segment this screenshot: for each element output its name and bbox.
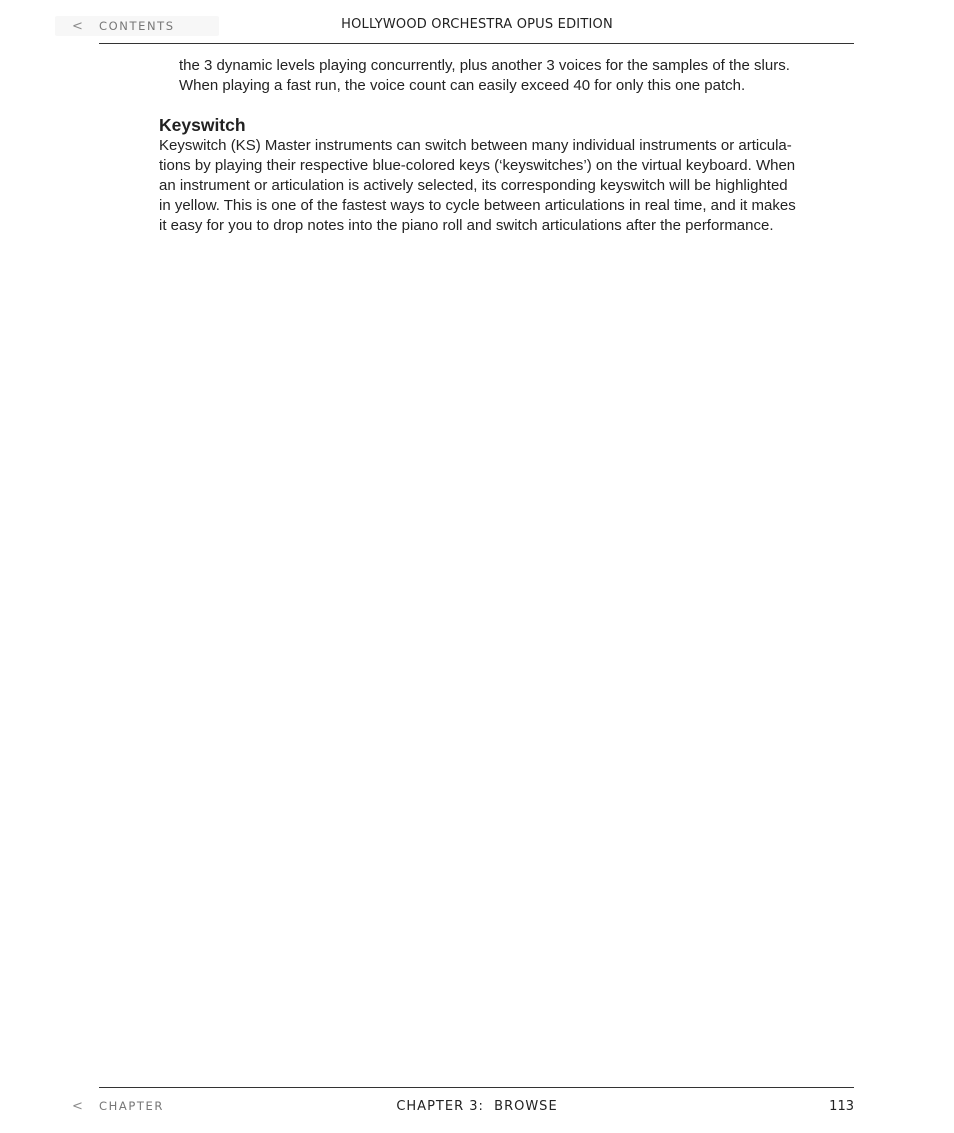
footer-chapter-title: [0, 1099, 954, 1114]
paragraph-line: in yellow. This is one of the fastest ways to cycle between articulations in real time, and it makes: [159, 197, 796, 214]
chevron-left-icon: <: [72, 18, 83, 34]
paragraph-line: the 3 dynamic levels playing concurrently, plus another 3 voices for the samples of the slurs.: [179, 57, 790, 74]
paragraph-line: Keyswitch (KS) Master instruments can switch between many individual instruments or articula-: [159, 137, 792, 154]
contents-link-label: CONTENTS: [99, 19, 175, 33]
header-divider: [99, 43, 854, 44]
page-number: 113: [829, 1099, 854, 1114]
paragraph-line: When playing a fast run, the voice count can easily exceed 40 for only this one patch.: [179, 77, 746, 94]
chapter-title-text: CHAPTER 3: BROWSE: [396, 1099, 558, 1114]
section-heading-keyswitch: Keyswitch: [159, 115, 246, 135]
footer-divider: [99, 1087, 854, 1088]
chapter-link-label: CHAPTER: [99, 1099, 164, 1113]
paragraph-line: it easy for you to drop notes into the piano roll and switch articulations after the performance.: [159, 217, 774, 234]
paragraph-line: an instrument or articulation is actively selected, its corresponding keyswitch will be highlighted: [159, 177, 788, 194]
continuation-paragraph: [179, 56, 854, 96]
chevron-left-icon: <: [72, 1098, 83, 1114]
paragraph-line: tions by playing their respective blue-colored keys (‘keyswitches’) on the virtual keyboard. When: [159, 157, 796, 174]
document-title: HOLLYWOOD ORCHESTRA OPUS EDITION: [341, 17, 613, 32]
keyswitch-paragraph: [159, 136, 854, 236]
